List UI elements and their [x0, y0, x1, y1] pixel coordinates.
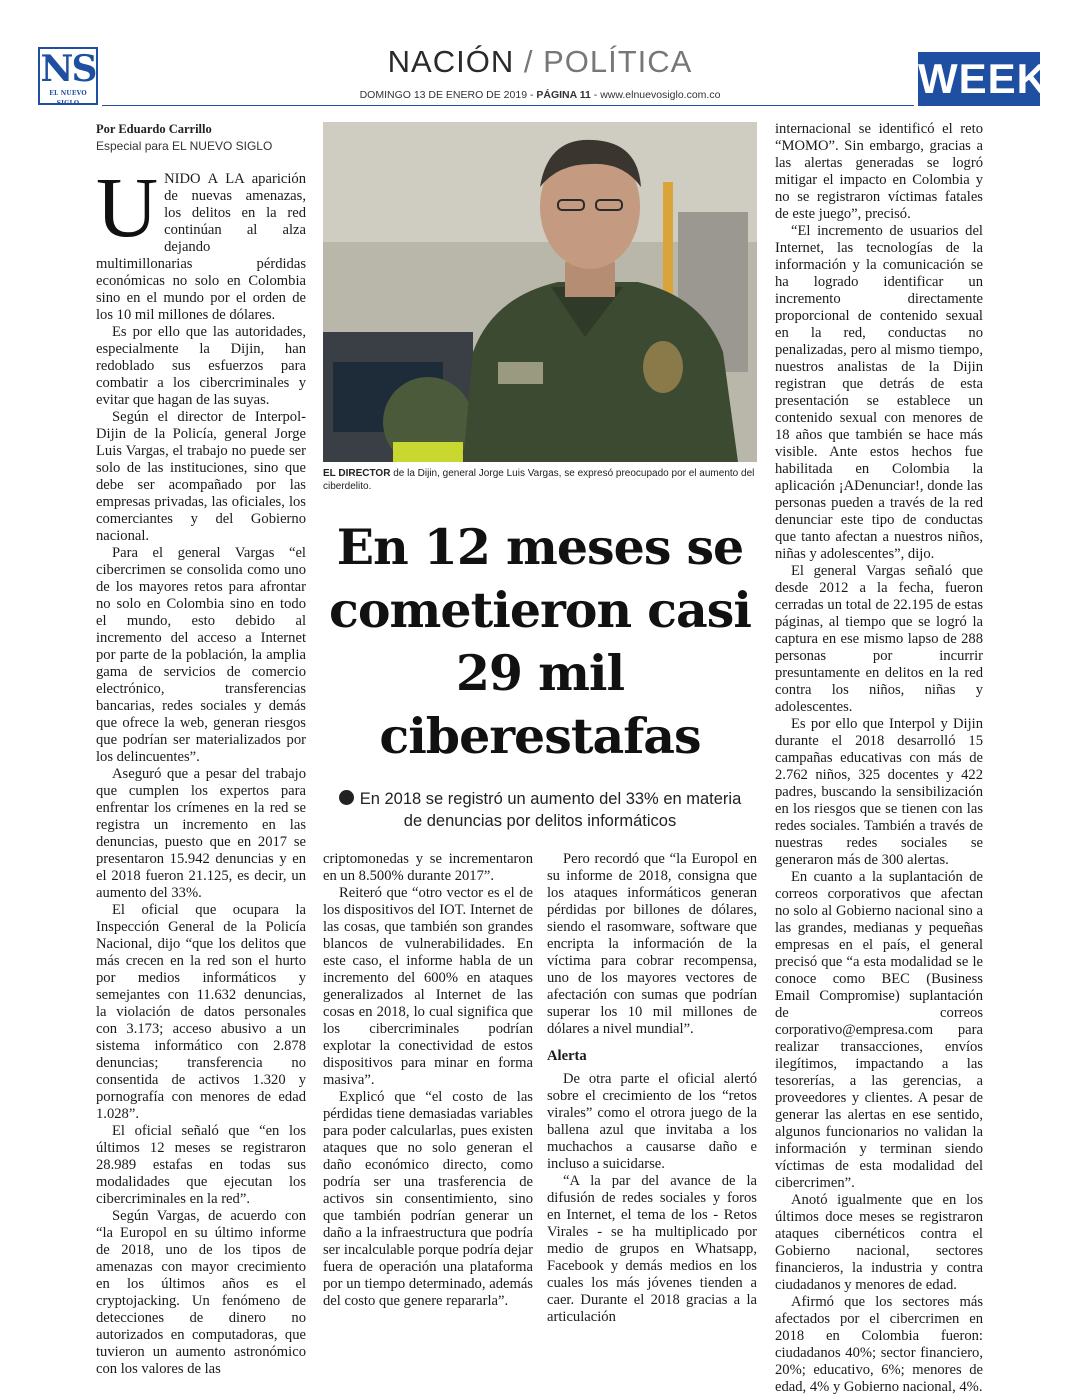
caption-lead: EL DIRECTOR — [323, 468, 391, 479]
body-paragraph: internacional se identificó el reto “MOMO”. Sin embargo, gracias a las alertas generadas se logró mitigar el impacto en Colombia y no se registraron víctimas fatales de este juego”, precisó. — [775, 121, 983, 222]
lead-paragraph — [96, 159, 306, 324]
section-subname: POLÍTICA — [543, 44, 693, 79]
article-column-4 — [775, 121, 983, 1396]
general-portrait-image — [323, 122, 757, 462]
body-paragraph: El oficial señaló que “en los últimos 12 meses se registraron 28.989 estafas en todas sus modalidades que ejecutan los cibercriminales en la red”. — [96, 1123, 306, 1207]
body-paragraph: criptomonedas y se incrementaron en un 8.500% durante 2017”. — [323, 851, 533, 884]
subhead-alerta: Alerta — [547, 1048, 587, 1064]
article-column-1 — [96, 121, 306, 1378]
bullet-dot-icon — [339, 790, 354, 805]
page-number: PÁGINA 11 — [536, 89, 591, 101]
body-paragraph: Es por ello que Interpol y Dijin durante el 2018 desarrolló 15 campañas educativas con más de 2.762 niños, 325 docentes y 422 padres, buscando la sensibilización en los riesgos que se tienen con las redes sociales. También a través de nuestras redes sociales se generaron más de 300 alertas. — [775, 716, 983, 868]
byline-author: Por Eduardo Carrillo — [96, 122, 212, 136]
header-rule — [102, 105, 914, 106]
caption-text: de la Dijin, general Jorge Luis Vargas, se expresó preocupado por el aumento del ciberdelito. — [323, 468, 755, 492]
newspaper-logo — [38, 47, 98, 105]
week-label: WEEK — [918, 55, 1048, 102]
body-paragraph: El general Vargas señaló que desde 2012 a la fecha, fueron cerradas un total de 22.195 de estas páginas, al tiempo que se logró la captura en ese mismo lapso de 288 personas por incurrir presuntamente en delitos en la red contra los niños, niñas y adolescentes. — [775, 563, 983, 715]
body-paragraph: “A la par del avance de la difusión de redes sociales y foros en Internet, el tema de los - Retos Virales - se ha multiplicado por medio de grupos en Whatsapp, Facebook y demás medios en los cuales los más jóvenes tienden a caer. Durante el 2018 gracias a la articulación — [547, 1173, 757, 1325]
section-separator: / — [523, 44, 534, 79]
body-paragraph: Afirmó que los sectores más afectados por el cibercrimen en 2018 en Colombia fueron: ciudadanos 40%; sector financiero, 20%; educativo, 6%; menores de edad, 4% y Gobierno nacional, 4%. — [775, 1294, 983, 1395]
body-paragraph: “El incremento de usuarios del Internet, las tecnologías de la información y la comunicación se ha logrado identificar un incremento directamente proporcional de contenido sexual en la red, conductas no penalizadas, pero al mismo tiempo, nuestros analistas de la Dijin registran que detrás de esta presentación se establece un contenido sexual con menores de 18 años que también se hace más visible. Ante estos hechos fue habilitada en Colombia la aplicación ¡ADenunciar!, donde las personas pueden a través de la red denunciar este tipo de conductas que tanto afectan a nuestros niños, niñas y adolescentes”, dijo. — [775, 223, 983, 562]
body-paragraph: En cuanto a la suplantación de correos corporativos que afectan no solo al Gobierno nacional sino a las grandes, medianas y pequeñas empresas en el país, el general precisó que “a esta modalidad se le conoce como BEC (Business Email Compromise) suplantación de correos corporativo@empresa.com para realizar transacciones, envíos ilegítimos, impactando a las tesorerías, a las gerencias, a proveedores y clientes. A pesar de generar las alertas en ese sentido, algunos funcionarios no validan la información y terminan siendo víctimas de esta modalidad del cibercrimen”. — [775, 869, 983, 1191]
date-text: DOMINGO 13 DE ENERO DE 2019 - — [359, 89, 534, 101]
deck — [330, 788, 750, 832]
body-paragraph: El oficial que ocupara la Inspección General de la Policía Nacional, dijo “que los delitos que más crecen en la red son el hurto por medios informáticos y semejantes con 11.632 denuncias, la violación de datos personales con 3.173; acceso abusivo a un sistema informático con 2.878 denuncias; transferencia no consentida de activos 1.320 y pornografía con menores de edad 1.028”. — [96, 902, 306, 1122]
section-name: NACIÓN — [387, 44, 515, 79]
headline: En 12 meses se cometieron casi 29 mil ciberestafas — [329, 518, 751, 765]
website-url: - www.elnuevosiglo.com.co — [593, 89, 721, 101]
dateline — [300, 89, 780, 101]
body-paragraph: Es por ello que las autoridades, especialmente la Dijin, han redoblado sus esfuerzos para combatir a los cibercriminales y evitar que hagan de las suyas. — [96, 324, 306, 408]
lead-text: NIDO A LA aparición de nuevas amenazas, los delitos en la red continúan al alza dejando multimillonarias pérdidas económicas no solo en Colombia sino en el mundo por el orden de los 10 mil millones de dólares. — [96, 171, 306, 323]
photo-caption — [323, 467, 757, 493]
deck-text: En 2018 se registró un aumento del 33% en materia de denuncias por delitos informáticos — [359, 790, 742, 830]
byline-credit: Especial para EL NUEVO SIGLO — [96, 139, 273, 153]
body-paragraph: Según el director de Interpol-Dijin de la Policía, general Jorge Luis Vargas, el trabajo no puede ser solo de las instituciones, sino que debe ser acompañado por las empresas privadas, las oficiales, los comerciantes y del Gobierno nacional. — [96, 409, 306, 544]
body-paragraph: Para el general Vargas “el cibercrimen se consolida como uno de los mayores retos para afrontar no solo en Colombia sino en todo el mundo, esto debido al incremento del acceso a Internet por parte de la población, la amplia gama de servicios de comercio electrónico, transferencias bancarias, redes sociales y demás que ofrece la web, generan riesgos que podrían ser materializados por los delincuentes”. — [96, 545, 306, 765]
week-badge — [918, 52, 1048, 106]
article-column-2 — [323, 851, 533, 1310]
drop-cap: U — [96, 159, 159, 255]
body-paragraph: De otra parte el oficial alertó sobre el crecimiento de los “retos virales” como el otrora juego de la ballena azul que invitaba a los muchachos a causarse daño e incluso a suicidarse. — [547, 1071, 757, 1172]
logo-subtitle: EL NUEVO SIGLO — [49, 90, 87, 107]
body-paragraph: Explicó que “el costo de las pérdidas tiene demasiadas variables para poder calcularlas, pues existen ataques que no solo generan el daño económico directo, como podría ser una trasferencia de activos sin consentimiento, sino que también podrían generar un daño a la infraestructura que podría ser incalculable porque podría dejar fuera de operación una plataforma por un tiempo determinado, además del costo que genere repararla”. — [323, 1089, 533, 1309]
body-paragraph: Reiteró que “otro vector es el de los dispositivos del IOT. Internet de las cosas, que también son grandes blancos de vulnerabilidades. En este caso, el informe habla de un incremento del 600% en ataques generalizados al Internet de las cosas en 2018, lo cual significa que los cibercriminales podrían explotar la conectividad de estos dispositivos para minar en forma masiva”. — [323, 885, 533, 1088]
body-paragraph: Anotó igualmente que en los últimos doce meses se registraron ataques cibernéticos contra el Gobierno nacional, sectores financieros, la industria y contra ciudadanos y menores de edad. — [775, 1192, 983, 1293]
body-paragraph: Según Vargas, de acuerdo con “la Europol en su último informe de 2018, uno de los tipos de amenazas con mayor crecimiento en los últimos años es el cryptojacking. Un fenómeno de detecciones de dinero no autorizados en computadoras, que tuvieron un aumento astronómico con los valores de las — [96, 1208, 306, 1377]
body-paragraph: Aseguró que a pesar del trabajo que cumplen los expertos para enfrentar los crímenes en la red se registra un incremento en las denuncias, puesto que en 2017 se presentaron 15.942 denuncias y en el 2018 fueron 21.125, es decir, un aumento del 33%. — [96, 766, 306, 901]
logo-text: NS — [40, 48, 96, 90]
article-column-3 — [547, 851, 757, 1326]
body-paragraph: Pero recordó que “la Europol en su informe de 2018, consigna que los ataques informáticos generan pérdidas por billones de dólares, siendo el rasomware, software que encripta la información de la víctima para cobrar recompensa, uno de los mayores vectores de afectación con sumas que podrían superar los 10 mil millones de dólares a nivel mundial”. — [547, 851, 757, 1037]
section-title — [300, 44, 780, 80]
article-photo — [323, 122, 757, 462]
